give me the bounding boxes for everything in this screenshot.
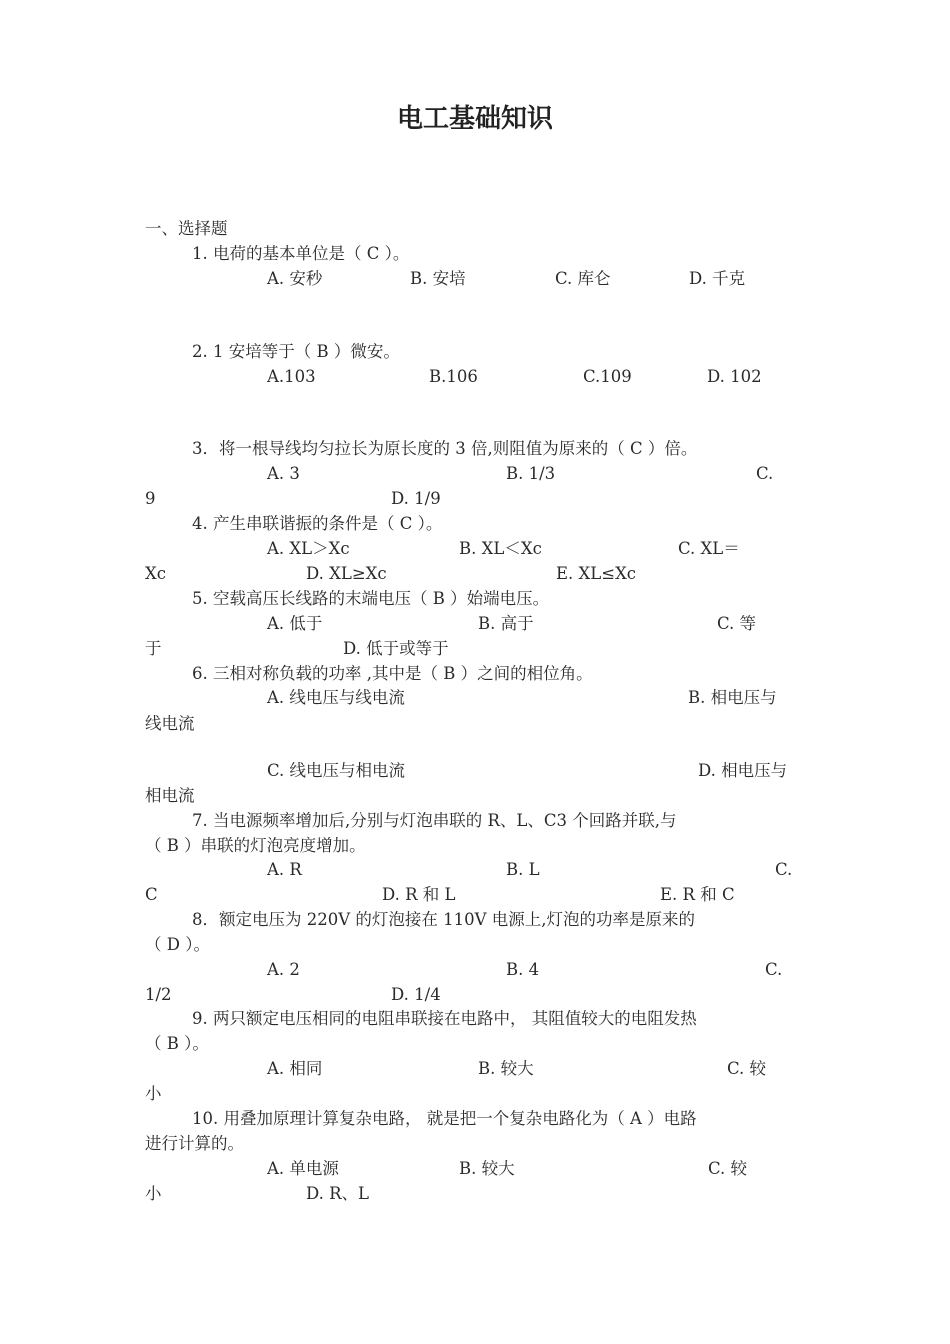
- q7-option-c: C.: [775, 860, 793, 879]
- question-7-stem: 7. 当电源频率增加后,分别与灯泡串联的 R、L、C3 个回路并联,与: [192, 811, 677, 830]
- q3-option-d: D. 1/9: [391, 489, 441, 508]
- question-10-stem-cont: 进行计算的。: [145, 1134, 244, 1153]
- q6-option-d: D. 相电压与: [698, 761, 788, 780]
- q10-option-c-wrap: 小: [145, 1184, 162, 1203]
- q9-option-c: C. 较: [727, 1059, 767, 1078]
- q1-option-a: A. 安秒: [267, 269, 323, 288]
- question-9-stem-cont: （ B ）。: [145, 1034, 209, 1053]
- question-10-stem: 10. 用叠加原理计算复杂电路， 就是把一个复杂电路化为（ A ）电路: [192, 1109, 697, 1128]
- q4-option-a: A. XL＞Xc: [267, 539, 350, 558]
- q7-option-b: B. L: [506, 860, 540, 879]
- q5-option-d: D. 低于或等于: [343, 639, 449, 658]
- q6-option-b: B. 相电压与: [688, 688, 777, 707]
- question-9-stem: 9. 两只额定电压相同的电阻串联接在电路中， 其阻值较大的电阻发热: [192, 1009, 697, 1028]
- q8-option-c: C.: [765, 960, 783, 979]
- q4-option-b: B. XL＜Xc: [459, 539, 542, 558]
- q5-option-b: B. 高于: [478, 614, 534, 633]
- q10-option-d: D. R、L: [306, 1184, 370, 1203]
- question-3-stem: 3．将一根导线均匀拉长为原长度的 3 倍,则阻值为原来的（ C ）倍。: [192, 439, 698, 458]
- question-7-stem-cont: （ B ）串联的灯泡亮度增加。: [145, 836, 366, 855]
- q4-option-c-wrap: Xc: [145, 564, 166, 583]
- q2-option-d: D. 102: [707, 367, 762, 386]
- q1-option-d: D. 千克: [689, 269, 746, 288]
- q5-option-c: C. 等: [717, 614, 757, 633]
- q7-option-e: E. R 和 C: [660, 885, 735, 904]
- q7-option-c-wrap: C: [145, 885, 158, 904]
- question-4-stem: 4. 产生串联谐振的条件是（ C ）。: [192, 514, 443, 533]
- question-8-stem: 8．额定电压为 220V 的灯泡接在 110V 电源上,灯泡的功率是原来的: [192, 910, 696, 929]
- q9-option-a: A. 相同: [267, 1059, 323, 1078]
- q8-option-d: D. 1/4: [391, 985, 441, 1004]
- q3-option-c-wrap: 9: [145, 489, 156, 508]
- q8-option-c-wrap: 1/2: [145, 985, 172, 1004]
- q10-option-a: A. 单电源: [267, 1159, 339, 1178]
- q7-option-d: D. R 和 L: [382, 885, 456, 904]
- question-6-stem: 6. 三相对称负载的功率 ,其中是（ B ）之间的相位角。: [192, 664, 593, 683]
- q5-option-a: A. 低于: [267, 614, 323, 633]
- q8-option-a: A. 2: [267, 960, 300, 979]
- question-1-stem: 1. 电荷的基本单位是（ C ）。: [192, 244, 410, 263]
- q5-option-c-wrap: 于: [145, 639, 162, 658]
- q4-option-e: E. XL≤Xc: [556, 564, 637, 583]
- q9-option-b: B. 较大: [478, 1059, 534, 1078]
- document-title: 电工基础知识: [396, 104, 553, 134]
- q4-option-d: D. XL≥Xc: [306, 564, 387, 583]
- q8-option-b: B. 4: [506, 960, 540, 979]
- q6-option-d-wrap: 相电流: [145, 786, 195, 805]
- q7-option-a: A. R: [267, 860, 302, 879]
- q3-option-a: A. 3: [267, 464, 300, 483]
- q2-option-a: A.103: [267, 367, 316, 386]
- q2-option-c: C.109: [583, 367, 632, 386]
- question-8-stem-cont: （ D ）。: [145, 935, 210, 954]
- q6-option-a: A. 线电压与线电流: [267, 688, 405, 707]
- q2-option-b: B.106: [429, 367, 478, 386]
- q6-option-b-wrap: 线电流: [145, 714, 195, 733]
- q9-option-c-wrap: 小: [145, 1084, 162, 1103]
- section-heading: 一、选择题: [145, 219, 228, 238]
- q3-option-b: B. 1/3: [506, 464, 556, 483]
- q1-option-b: B. 安培: [410, 269, 466, 288]
- q4-option-c: C. XL＝: [678, 539, 740, 558]
- q6-option-c: C. 线电压与相电流: [267, 761, 406, 780]
- question-2-stem: 2. 1 安培等于（ B ）微安。: [192, 342, 400, 361]
- question-5-stem: 5. 空载高压长线路的末端电压（ B ）始端电压。: [192, 589, 550, 608]
- q3-option-c: C.: [756, 464, 774, 483]
- q10-option-b: B. 较大: [459, 1159, 515, 1178]
- q10-option-c: C. 较: [708, 1159, 748, 1178]
- q1-option-c: C. 库仑: [555, 269, 611, 288]
